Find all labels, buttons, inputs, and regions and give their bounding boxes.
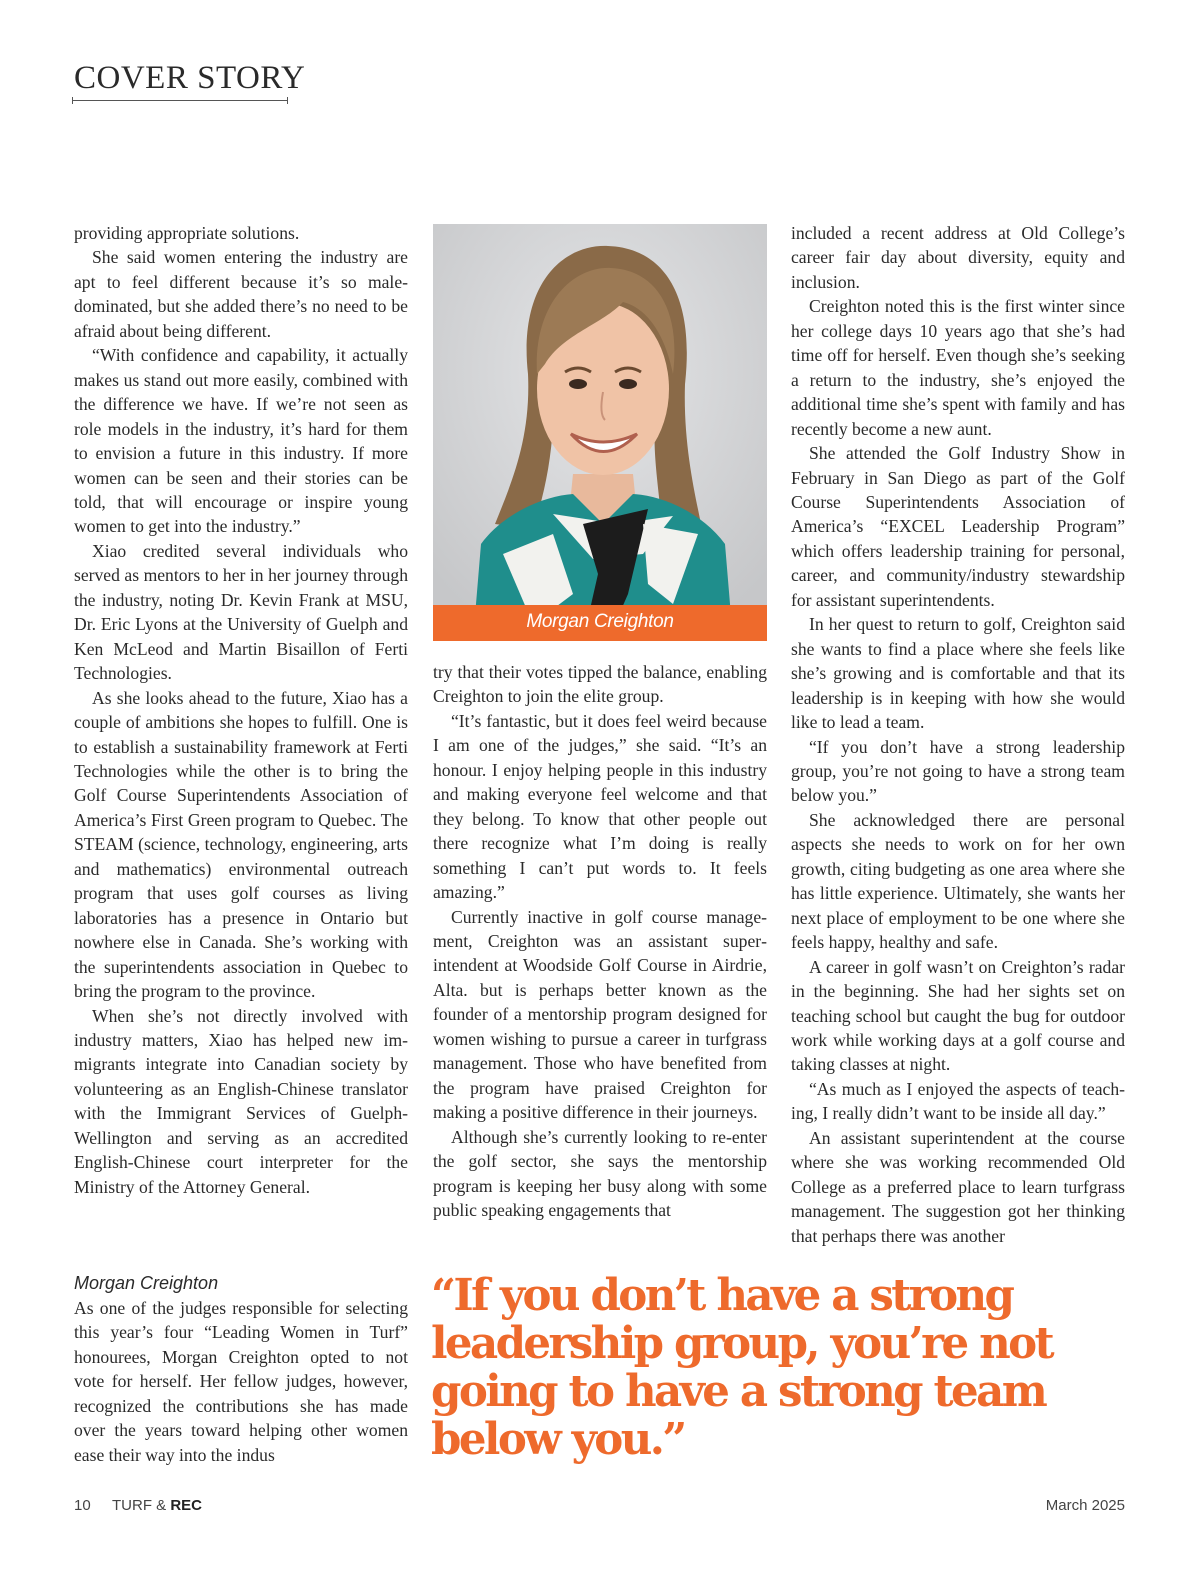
paragraph: try that their votes tipped the balance, enabling Creighton to join the elite group. — [433, 662, 767, 707]
pull-quote: “If you don’t have a strong leadership group, you’re not going to have a strong team below you.” — [431, 1270, 1053, 1465]
section-label: COVER STORY — [74, 60, 306, 96]
column-2 — [433, 660, 767, 1222]
paragraph: Currently inactive in golf course management, Creighton was an assistant superintendent at Woodside Golf Course in Airdrie, Alta. but is perhaps better known as the founder of a mentorship program designed for women wishing to pursue a career in turfgrass management. Those who have benefited from the program have praised Creighton for making a positive difference in their journeys. — [433, 906, 767, 1123]
paragraph: included a recent address at Old College’s career fair day about diversity, equity and inclusion. — [791, 223, 1125, 292]
subhead-morgan-creighton: Morgan Creighton — [74, 1273, 219, 1293]
paragraph: As she looks ahead to the future, Xiao has a couple of ambitions she hopes to fulfill. One is to establish a sustainability framework at Ferti Technologies while the other is to bring the Golf Course Superintendents Association of America’s First Green program to Quebec. The STEAM (science, technology, engineering, arts and mathematics) environmental outreach program that uses golf courses as living laboratories has a presence in Ontario but nowhere else in Canada. She’s working with the superintendents association in Quebec to bring the program to the province. — [74, 687, 408, 1002]
photo-caption-bar — [433, 605, 767, 641]
paragraph: Although she’s currently looking to re-enter the golf sector, she says the mentorship program is keeping her busy along with some public speaking engagements that — [433, 1126, 767, 1220]
paragraph: When she’s not directly involved with industry matters, Xiao has helped new immigrants integrate into Canadian society by volunteering as an English-Chinese translator with the Immigrant Services of Guelph-Wellington and serving as an accredited English-Chinese court interpreter for the Ministry of the Attorney General. — [74, 1005, 408, 1197]
paragraph: Creighton noted this is the first winter since her college days 10 years ago that she’s had time off for herself. Even though she’s seeking a return to the industry, she’s enjoyed the additional time she’s spent with family and has recently become a new aunt. — [791, 296, 1125, 439]
column-1-lower — [74, 1271, 408, 1467]
portrait-photo — [433, 224, 767, 640]
issue-date: March 2025 — [1045, 1497, 1125, 1514]
magazine-name — [112, 1497, 202, 1514]
paragraph: Xiao credited several individuals who served as mentors to her in her journey through the industry, noting Dr. Kevin Frank at MSU, Dr. Eric Lyons at the University of Guelph and Ken McLeod and Martin Bisaillon of Ferti Technologies. — [74, 540, 408, 684]
photo-caption: Morgan Creighton — [526, 611, 674, 632]
paragraph: As one of the judges responsible for selecting this year’s four “Leading Women in Turf” honourees, Morgan Creighton opted to not vote for herself. Her fellow judges, however, recognized the contributions she has made over the years toward helping other women ease their way into the indus — [74, 1298, 408, 1465]
page-number: 10 — [74, 1497, 91, 1514]
column-3 — [791, 221, 1125, 1248]
paragraph: providing appropriate solutions. — [74, 223, 300, 243]
paragraph: She attended the Golf Industry Show in February in San Diego as part of the Golf Course Superintendents Association of America’s “EXCEL Leadership Program” which offers leadership training for personal, career, and community/industry stewardship for assistant superintendents. — [791, 443, 1125, 610]
paragraph: She acknowledged there are personal aspects she needs to work on for her own growth, citing budgeting as one area where she has little experience. Ultimately, she wants her next place of employment to be one where she feels happy, healthy and safe. — [791, 809, 1125, 953]
paragraph: “As much as I enjoyed the aspects of teaching, I really didn’t want to be inside all day.” — [791, 1078, 1125, 1124]
magazine-name-bold: REC — [170, 1497, 203, 1514]
magazine-name-prefix: TURF & — [112, 1497, 171, 1514]
paragraph: “With confidence and capability, it actually makes us stand out more easily, combined with the difference we have. If we’re not seen as role models in the industry, it’s hard for them to envision a future in this industry. If more women can be seen and their stories can be told, that will encourage or inspire young women to get into the industry.” — [74, 345, 408, 537]
paragraph: A career in golf wasn’t on Creighton’s radar in the beginning. She had her sights set on teaching school but caught the bug for outdoor work while working days at a golf course and taking classes at night. — [791, 956, 1125, 1075]
paragraph: An assistant superintendent at the course where she was working recommended Old College as a preferred place to learn turfgrass management. The suggestion got her thinking that perhaps there was another — [791, 1127, 1125, 1246]
column-1 — [74, 221, 408, 1199]
paragraph: She said women entering the industry are apt to feel different because it’s so male-dominated, but she added there’s no need to be afraid about being different. — [74, 247, 408, 341]
section-rule — [72, 100, 288, 101]
portrait-illustration — [433, 224, 767, 640]
paragraph: In her quest to return to golf, Creighton said she wants to find a place where she feels like she’s growing and is comfortable and that its leadership is in keeping with how she would like to lead a team. — [791, 614, 1125, 733]
paragraph: “If you don’t have a strong leadership group, you’re not going to have a strong team below you.” — [791, 736, 1125, 806]
paragraph: “It’s fantastic, but it does feel weird because I am one of the judges,” she said. “It’s an honour. I enjoy helping people in this industry and making everyone feel welcome and that they belong. To know that other people out there recognize what I’m doing is really something I can’t put words to. It feels amazing.” — [433, 710, 767, 903]
